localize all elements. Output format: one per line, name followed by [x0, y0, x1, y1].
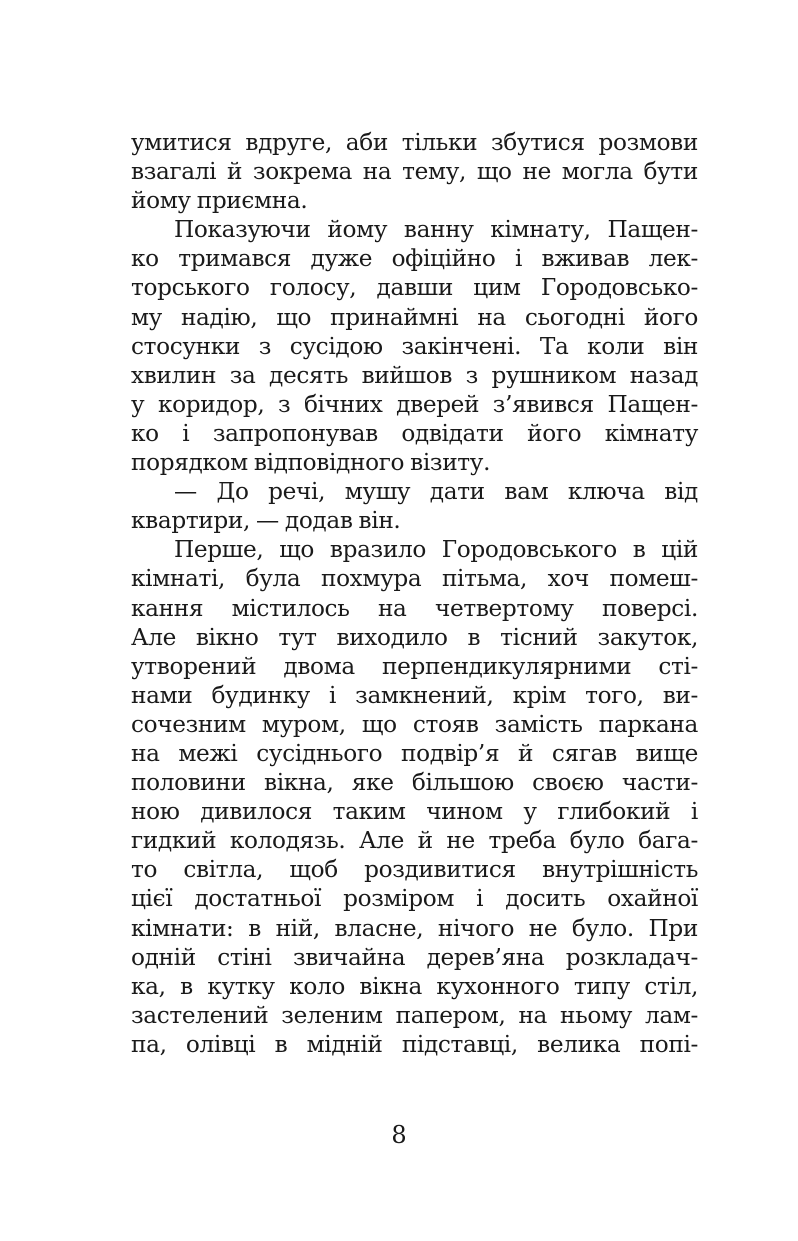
text-line: па, олівці в мідній підставці, велика попі-: [131, 1030, 698, 1058]
text-line: половини вікна, яке більшою своєю части-: [131, 769, 698, 797]
text-line: кімнати: в ній, власне, нічого не було. При: [131, 914, 698, 942]
text-line: йому приємна.: [131, 187, 308, 215]
text-line: то світла, щоб роздивитися внутрішність: [131, 856, 698, 884]
body-text: [131, 128, 698, 1059]
text-line: умитися вдруге, аби тільки збутися розмови: [131, 129, 698, 156]
text-line: ка, в кутку коло вікна кухонного типу стіл,: [131, 972, 698, 1000]
text-line: ко тримався дуже офіційно і вживав лек-: [131, 245, 698, 273]
text-line: — До речі, мушу дати вам ключа від: [174, 478, 698, 506]
text-line: му надію, що принаймні на сьогодні його: [131, 303, 698, 331]
text-line: стосунки з сусідою закінчені. Та коли він: [131, 332, 698, 360]
text-line: торського голосу, давши цим Городовсько-: [131, 274, 698, 302]
text-line: застелений зеленим папером, на ньому лам-: [131, 1001, 698, 1029]
text-line: нами будинку і замкнений, крім того, ви-: [131, 681, 698, 709]
text-line: квартири, — додав він.: [131, 507, 401, 535]
text-line: ко і запропонував одвідати його кімнату: [131, 419, 698, 447]
text-line: утворений двома перпендикулярними сті-: [131, 652, 698, 680]
text-line: ною дивилося таким чином у глибокий і: [131, 798, 698, 826]
text-line: Показуючи йому ванну кімнату, Пащен-: [174, 216, 698, 244]
page-number: 8: [391, 1121, 407, 1149]
text-line: Але вікно тут виходило в тісний закуток,: [131, 623, 698, 651]
text-line: гидкий колодязь. Але й не треба було бага-: [131, 827, 698, 855]
text-line: Перше, що вразило Городовського в цій: [174, 536, 698, 564]
text-line: цієї достатньої розміром і досить охайної: [131, 885, 698, 913]
text-line: у коридор, з бічних дверей з’явився Пащен-: [131, 390, 698, 418]
text-line: кання містилось на четвертому поверсі.: [131, 594, 698, 622]
text-line: взагалі й зокрема на тему, що не могла бути: [131, 158, 698, 186]
text-line: хвилин за десять вийшов з рушником назад: [131, 361, 698, 389]
text-line: сочезним муром, що стояв замість паркана: [131, 710, 698, 738]
text-line: кімнаті, була похмура пітьма, хоч помеш-: [131, 565, 698, 593]
text-line: одній стіні звичайна дерев’яна розкладач-: [131, 943, 698, 971]
text-line: порядком відповідного візиту.: [131, 449, 491, 477]
text-line: на межі сусіднього подвір’я й сягав вище: [131, 739, 698, 767]
